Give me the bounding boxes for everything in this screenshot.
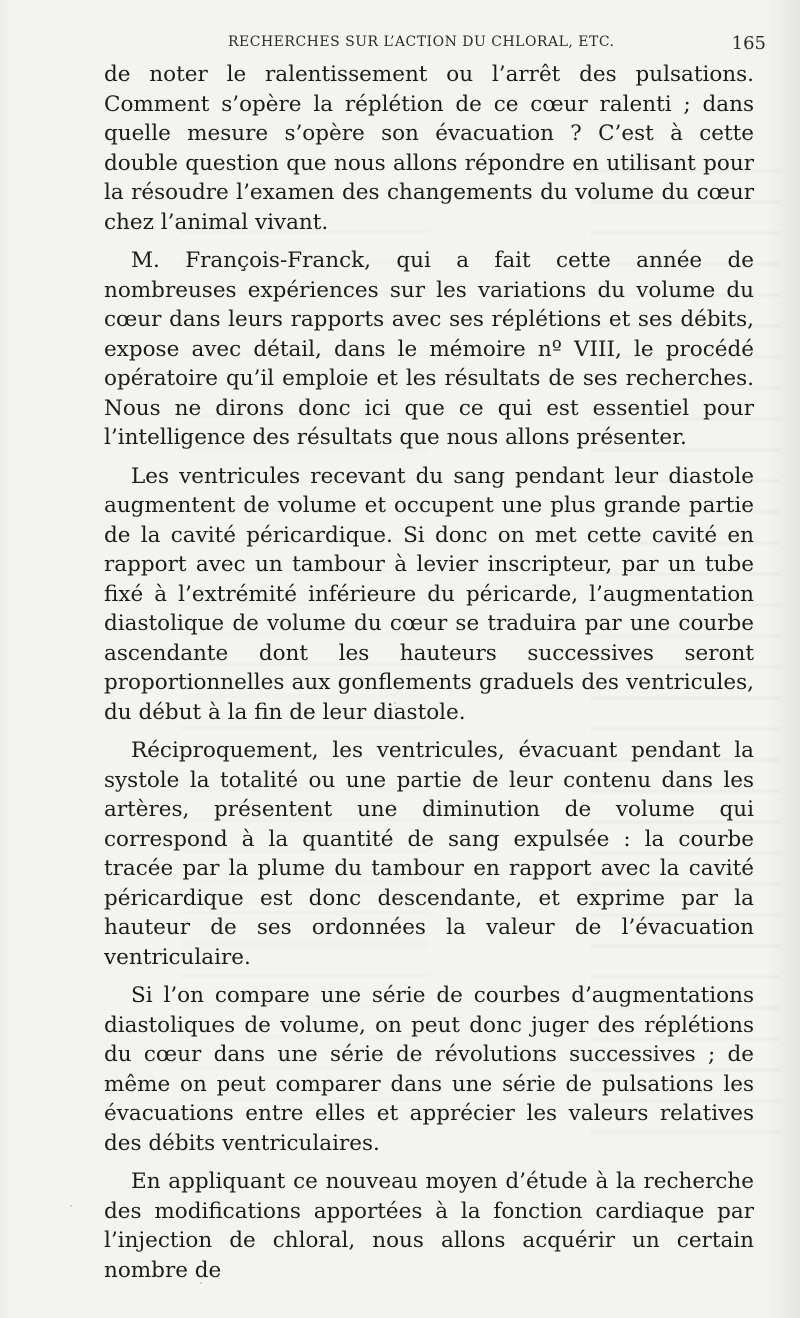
- paragraph-comparison: Si l’on compare une série de courbes d’augmentations diastoliques de volume, on peut donc juger des réplétions du cœur dans une série de révolutions successives ; de même on peut comparer dans une série de pulsations les évacuations entre elles et apprécier les valeurs relatives des débits ventriculaires.: [104, 983, 754, 1156]
- paragraph-francois-franck: M. François-Franck, qui a fait cette année de nombreuses expériences sur les variations du volume du cœur dans leurs rapports avec ses réplétions et ses débits, expose avec détail, dans le mémoire nº VIII, le procédé opératoire qu’il emploie et les résultats de ses recherches. Nous ne dirons donc ici que ce qui est essentiel pour l’intelligence des résultats que nous allons présenter.: [104, 248, 754, 450]
- paragraph-ventricles-diastole: Les ventricules recevant du sang pendant leur diastole augmentent de volume et occupent une plus grande partie de la cavité péricardique. Si donc on met cette cavité en rapport avec un tambour à levier inscripteur, par un tube fixé à l’extrémité inférieure du péricarde, l’augmentation diastolique de volume du cœur se traduira par une courbe ascendante dont les hauteurs successives seront proportionnelles aux gonflements graduels des ventricules, du début à la fin de leur diastole.: [104, 463, 754, 725]
- paragraph-systole: Réciproquement, les ventricules, évacuant pendant la systole la totalité ou une partie de leur contenu dans les artères, présentent une diminution de volume qui correspond à la quantité de sang expulsée : la courbe tracée par la plume du tambour en rapport avec la cavité péricardique est donc descendante, et exprime par la hauteur de ses ordonnées la valeur de l’évacuation ventriculaire.: [104, 738, 754, 970]
- running-head: RECHERCHES SUR L’ACTION DU CHLORAL, ETC.: [228, 34, 615, 50]
- paper-speckle: [200, 1282, 202, 1284]
- paragraph-chloral-study: En appliquant ce nouveau moyen d’étude à la recherche des modifications apportées à la fonction cardiaque par l’injection de chloral, nous allons acquérir un certain nombre de: [104, 1169, 754, 1283]
- paper-speckle: [394, 702, 396, 704]
- paragraph-continuation: de noter le ralentissement ou l’arrêt des pulsations. Comment s’opère la réplétion de ce cœur ralenti ; dans quelle mesure s’opère son évacuation ? C’est à cette double question que nous allons répondre en utilisant pour la résoudre l’examen des changements du volume du cœur chez l’animal vivant.: [104, 62, 754, 235]
- page-header: [102, 33, 766, 57]
- paper-speckle: [70, 1205, 72, 1207]
- body-text: [104, 60, 754, 1285]
- page-number: 165: [731, 33, 766, 54]
